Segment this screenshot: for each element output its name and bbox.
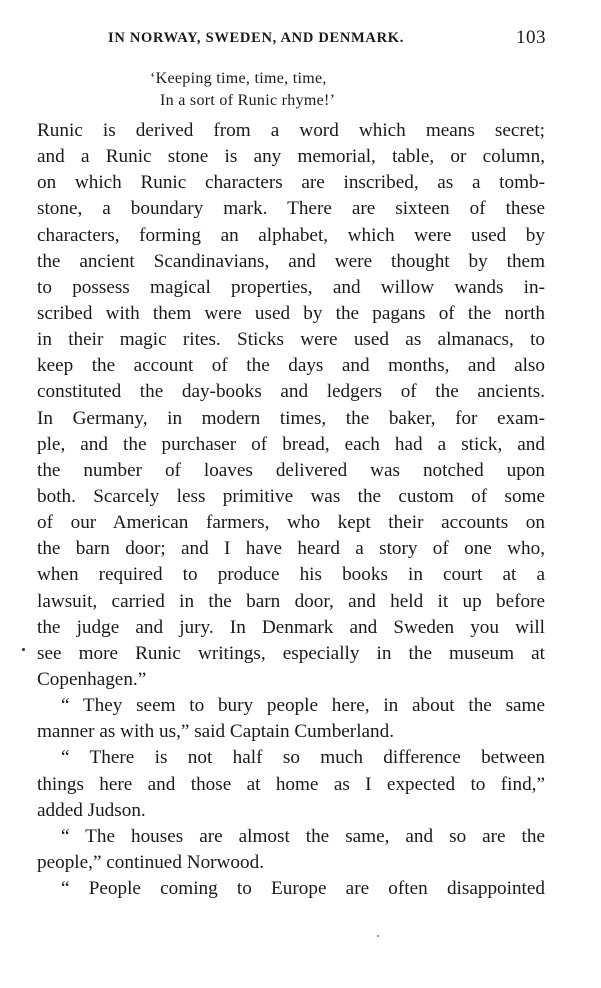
text-line: “ They seem to bury people here, in about the same — [61, 695, 545, 717]
text-line: the judge and jury. In Denmark and Sweden you will — [37, 616, 545, 638]
text-line: things here and those at home as I expected to find,” — [37, 773, 545, 795]
text-line: ple, and the purchaser of bread, each had a stick, and — [37, 433, 545, 455]
text-line: the number of loaves delivered was notched upon — [37, 459, 545, 481]
text-line: to possess magical properties, and willow wands in- — [37, 276, 545, 298]
epigraph-verse — [150, 68, 335, 112]
text-line: both. Scarcely less primitive was the custom of some — [37, 485, 545, 507]
epigraph-line: In a sort of Runic rhyme!’ — [160, 92, 336, 109]
text-line: Copenhagen.” — [37, 668, 147, 690]
text-line: “ People coming to Europe are often disappointed — [61, 878, 545, 900]
running-head-title: IN NORWAY, SWEDEN, AND DENMARK. — [108, 30, 405, 46]
page-number: 103 — [516, 27, 546, 48]
text-line: added Judson. — [37, 799, 146, 821]
epigraph-line: ‘Keeping time, time, time, — [150, 70, 327, 87]
text-line: manner as with us,” said Captain Cumberland. — [37, 721, 395, 743]
paper-speck — [377, 935, 379, 937]
body-text — [37, 118, 545, 902]
text-line: the ancient Scandinavians, and were thought by them — [37, 250, 545, 272]
text-line: characters, forming an alphabet, which were used by — [37, 224, 545, 246]
text-line: the barn door; and I have heard a story of one who, — [37, 538, 545, 560]
text-line: see more Runic writings, especially in the museum at — [37, 642, 545, 664]
text-line: people,” continued Norwood. — [37, 851, 264, 873]
text-line: In Germany, in modern times, the baker, for exam- — [37, 407, 545, 429]
text-line: of our American farmers, who kept their accounts on — [37, 512, 545, 534]
text-line: “ There is not half so much difference between — [61, 747, 545, 769]
text-line: “ The houses are almost the same, and so are the — [61, 825, 545, 847]
text-line: constituted the day-books and ledgers of the ancients. — [37, 381, 545, 403]
text-line: Runic is derived from a word which means secret; — [37, 120, 545, 141]
text-line: on which Runic characters are inscribed, as a tomb- — [37, 172, 545, 194]
text-line: and a Runic stone is any memorial, table, or column, — [37, 146, 545, 168]
text-line: scribed with them were used by the pagans of the north — [37, 302, 545, 324]
text-line: keep the account of the days and months, and also — [37, 355, 545, 377]
text-line: stone, a boundary mark. There are sixteen of these — [37, 198, 545, 220]
text-line: lawsuit, carried in the barn door, and held it up before — [37, 590, 545, 612]
text-line: when required to produce his books in court at a — [37, 564, 545, 586]
text-line: in their magic rites. Sticks were used as almanacs, to — [37, 329, 545, 351]
running-head — [108, 27, 546, 52]
margin-speck — [22, 648, 25, 651]
